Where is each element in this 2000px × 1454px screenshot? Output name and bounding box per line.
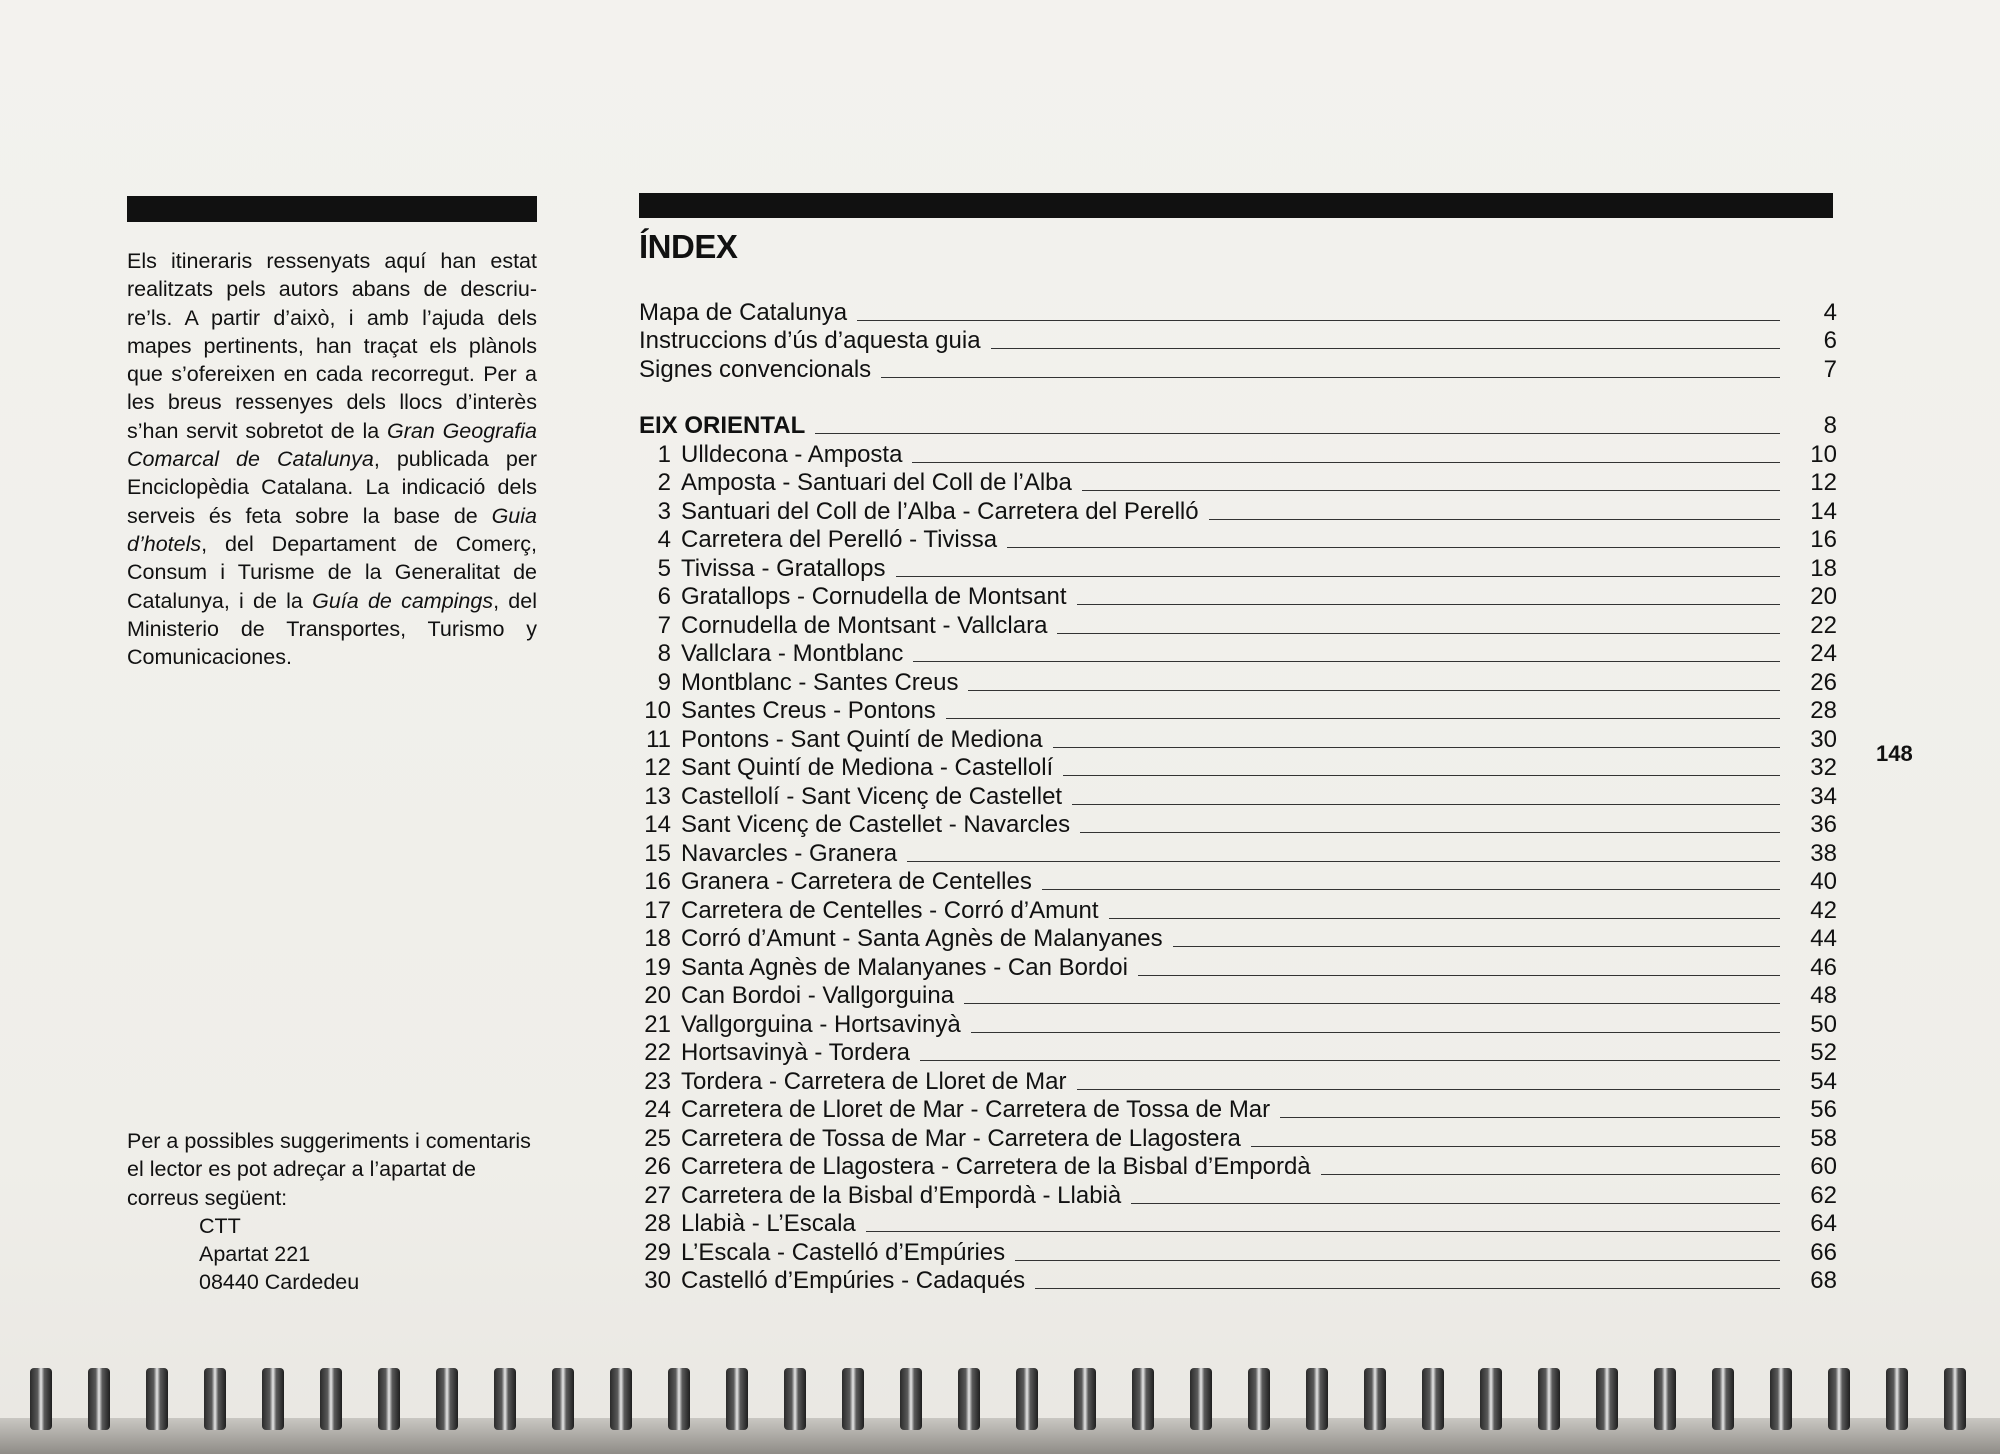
toc-entry-label: EIX ORIENTAL (639, 412, 806, 439)
toc-entry-label: Castelló d’Empúries - Cadaqués (681, 1267, 1026, 1294)
toc-entry-number: 22 (644, 1039, 671, 1066)
binding-ring (146, 1368, 168, 1430)
toc-entry-number: 12 (644, 754, 671, 781)
left-header-bar (127, 196, 537, 222)
toc-entry-number: 7 (657, 611, 671, 639)
toc-entry (639, 1124, 1837, 1153)
binding-ring (88, 1368, 110, 1430)
paragraph-text: Els itineraris ressenyats aquí han estat realitzats pels autors abans de descriure’ls. A partir d’això, i amb l’ajuda dels mapes pertinents, han traçat els plànols que s’ofereixen en cada recorregut. Per a les breus ressenyes dels llocs d’interès s’han servit sobretot de la (127, 249, 537, 443)
toc-entry (639, 526, 1837, 555)
index-title: ÍNDEX (639, 228, 738, 265)
italic-title: Gran Geografia Comarcal de Catalunya (127, 418, 537, 472)
toc-entry-page: 62 (1810, 1181, 1837, 1209)
toc-entry-label: Montblanc - Santes Creus (681, 668, 959, 696)
binding-ring (1132, 1368, 1154, 1430)
binding-ring (1712, 1368, 1734, 1430)
binding-ring (1538, 1368, 1560, 1430)
toc-entry-label: Amposta - Santuari del Coll de l’Alba (681, 469, 1072, 496)
toc-entry-number: 15 (644, 839, 671, 867)
binding-ring (1306, 1368, 1328, 1430)
toc-entry-page: 52 (1810, 1039, 1837, 1066)
toc-entry (639, 982, 1837, 1011)
toc-entry-page: 22 (1810, 611, 1837, 639)
binding-ring (1944, 1368, 1966, 1430)
toc-entry-label: Carretera del Perelló - Tivissa (681, 526, 998, 553)
binding-ring (378, 1368, 400, 1430)
toc-entry-page: 50 (1810, 1010, 1837, 1038)
toc-entry-number: 11 (646, 725, 671, 753)
toc-entry (639, 896, 1837, 925)
toc-entry-number: 26 (644, 1153, 671, 1180)
toc-entry-page: 46 (1810, 953, 1837, 981)
binding-ring (204, 1368, 226, 1430)
toc-entry-number: 25 (644, 1124, 671, 1152)
binding-ring (320, 1368, 342, 1430)
toc-entry-number: 4 (657, 526, 671, 553)
toc-entry-label: Sant Quintí de Mediona - Castellolí (681, 754, 1054, 781)
toc-entry-label: Signes convencionals (639, 355, 872, 383)
toc-entry (639, 298, 1837, 327)
toc-entry (639, 725, 1837, 754)
toc-leader-line (968, 689, 1780, 691)
toc-entry (639, 1010, 1837, 1039)
toc-leader-line (1109, 917, 1780, 919)
toc-leader-line (866, 1230, 1780, 1232)
toc-entry-page: 10 (1810, 440, 1837, 468)
toc-entry (639, 1039, 1837, 1068)
toc-entry-number: 5 (657, 554, 671, 582)
toc-entry-number: 3 (657, 497, 671, 525)
italic-title: Guia d’hotels (127, 503, 537, 556)
toc-entry-label: Pontons - Sant Quintí de Mediona (681, 725, 1043, 753)
toc-entry-page: 48 (1810, 982, 1837, 1009)
toc-entry (639, 440, 1837, 469)
toc-leader-line (1138, 974, 1780, 976)
toc-entry-page: 28 (1810, 697, 1837, 724)
toc-leader-line (1053, 746, 1780, 748)
toc-entry-page: 24 (1810, 640, 1837, 667)
suggestions-block (127, 1127, 547, 1297)
italic-title: Guía de campings (312, 588, 494, 613)
toc-entry-page: 30 (1810, 725, 1837, 753)
toc-leader-line (1173, 945, 1780, 947)
toc-entry (639, 583, 1837, 612)
toc-entry (639, 355, 1837, 384)
toc-leader-line (1080, 831, 1780, 833)
address-line: Apartat 221 (199, 1242, 311, 1267)
toc-entry-label: Carretera de la Bisbal d’Empordà - Llabià (681, 1181, 1122, 1209)
toc-leader-line (964, 1002, 1780, 1004)
toc-entry-label: Tordera - Carretera de Lloret de Mar (681, 1067, 1067, 1095)
toc-entry (639, 868, 1837, 897)
toc-leader-line (1015, 1259, 1780, 1261)
toc-entry-label: Carretera de Centelles - Corró d’Amunt (681, 896, 1099, 924)
toc-entry-label: Cornudella de Montsant - Vallclara (681, 611, 1048, 639)
toc-entry-number: 1 (657, 440, 671, 468)
toc-leader-line (1007, 546, 1780, 548)
toc-entry-label: Llabià - L’Escala (681, 1210, 856, 1237)
toc-leader-line (946, 717, 1780, 719)
page-number: 148 (1876, 741, 1913, 766)
binding-ring (784, 1368, 806, 1430)
binding-ring (1016, 1368, 1038, 1430)
toc-entry-page: 42 (1810, 896, 1837, 924)
toc-leader-line (971, 1031, 1780, 1033)
toc-entry-number: 2 (657, 469, 671, 496)
toc-entry-label: Santa Agnès de Malanyanes - Can Bordoi (681, 953, 1128, 981)
toc-entry (639, 497, 1837, 526)
toc-leader-line (1063, 774, 1780, 776)
toc-entry-page: 56 (1810, 1096, 1837, 1123)
toc-entry-label: L’Escala - Castelló d’Empúries (681, 1238, 1006, 1266)
toc-leader-line (896, 575, 1781, 577)
binding-ring (1480, 1368, 1502, 1430)
toc-entry-number: 21 (644, 1010, 671, 1038)
toc-entry-page: 4 (1823, 298, 1837, 326)
toc-leader-line (857, 319, 1780, 321)
toc-entry (639, 1181, 1837, 1210)
toc-entry-label: Gratallops - Cornudella de Montsant (681, 583, 1067, 610)
toc-entry-label: Corró d’Amunt - Santa Agnès de Malanyanes (681, 925, 1163, 952)
toc-entry-number: 8 (657, 640, 671, 667)
binding-ring (842, 1368, 864, 1430)
toc-entry-page: 6 (1823, 327, 1837, 354)
suggestions-text: Per a possibles suggeriments i comentaris el lector es pot adreçar a l’apartat de correus següent: (127, 1129, 531, 1210)
toc-leader-line (920, 1059, 1780, 1061)
binding-ring (610, 1368, 632, 1430)
binding-ring (1828, 1368, 1850, 1430)
toc-entry (639, 1267, 1837, 1296)
toc-entry-label: Tivissa - Gratallops (681, 554, 886, 582)
toc-entry (639, 754, 1837, 783)
binding-ring (1248, 1368, 1270, 1430)
toc-entry (639, 811, 1837, 840)
toc-entry (639, 697, 1837, 726)
toc-entry (639, 1238, 1837, 1267)
binding-ring (262, 1368, 284, 1430)
toc-entry-label: Instruccions d’ús d’aquesta guia (639, 327, 981, 354)
toc-entry-page: 14 (1810, 497, 1837, 525)
toc-leader-line (1280, 1116, 1780, 1118)
toc-entry-number: 10 (644, 697, 671, 724)
binding-ring (900, 1368, 922, 1430)
paragraph-text: , del Departament de Comerç, Consum i Turisme de la Generalitat de Catalunya, i de la (127, 531, 537, 613)
binding-ring (1190, 1368, 1212, 1430)
toc-leader-line (912, 461, 1780, 463)
binding-ring (494, 1368, 516, 1430)
toc-leader-line (1251, 1145, 1780, 1147)
toc-leader-line (1077, 1088, 1781, 1090)
binding-strip (0, 1418, 2000, 1454)
toc-entry-page: 34 (1810, 782, 1837, 810)
toc-entry (639, 611, 1837, 640)
toc-entry-number: 13 (644, 782, 671, 810)
index-header-bar (639, 193, 1833, 218)
paragraph-text: , publicada per Enciclopèdia Catalana. La indicació dels serveis és feta sobre la base de (127, 447, 537, 528)
toc-entry-page: 7 (1823, 355, 1837, 383)
intro-paragraph (127, 247, 537, 671)
binding-ring (1886, 1368, 1908, 1430)
toc-entry-number: 18 (644, 925, 671, 952)
toc-entry-label: Castellolí - Sant Vicenç de Castellet (681, 782, 1063, 810)
toc-entry (639, 953, 1837, 982)
toc-entry-label: Carretera de Tossa de Mar - Carretera de Llagostera (681, 1124, 1241, 1152)
toc-leader-line (1082, 489, 1780, 491)
binding-ring (1770, 1368, 1792, 1430)
binding-ring (552, 1368, 574, 1430)
toc-entry-page: 18 (1810, 554, 1837, 582)
toc-entry-page: 68 (1810, 1267, 1837, 1294)
table-of-contents (639, 298, 1837, 1295)
toc-entry-number: 20 (644, 982, 671, 1009)
toc-entry-number: 9 (657, 668, 671, 696)
toc-entry-page: 66 (1810, 1238, 1837, 1266)
toc-entry (639, 554, 1837, 583)
toc-entry-number: 24 (644, 1096, 671, 1123)
toc-entry (639, 839, 1837, 868)
toc-entry-page: 54 (1810, 1067, 1837, 1095)
toc-leader-line (1057, 632, 1780, 634)
toc-entry-label: Vallclara - Montblanc (681, 640, 904, 667)
toc-leader-line (1035, 1287, 1780, 1289)
toc-entry-label: Carretera de Lloret de Mar - Carretera de Tossa de Mar (681, 1096, 1271, 1123)
toc-entry (639, 668, 1837, 697)
toc-leader-line (1321, 1173, 1780, 1175)
toc-entry (639, 327, 1837, 356)
toc-entry-page: 20 (1810, 583, 1837, 610)
toc-section-heading (639, 412, 1837, 441)
toc-entry-label: Sant Vicenç de Castellet - Navarcles (681, 811, 1071, 838)
toc-entry (639, 925, 1837, 954)
address-line: 08440 Cardedeu (199, 1270, 360, 1295)
toc-entry-page: 32 (1810, 754, 1837, 781)
toc-entry-page: 16 (1810, 526, 1837, 553)
toc-entry-label: Ulldecona - Amposta (681, 440, 903, 468)
toc-entry-page: 60 (1810, 1153, 1837, 1180)
binding-ring (726, 1368, 748, 1430)
toc-entry-page: 26 (1810, 668, 1837, 696)
toc-leader-line (881, 376, 1780, 378)
toc-entry-number: 16 (644, 868, 671, 895)
toc-entry (639, 1096, 1837, 1125)
binding-ring (1654, 1368, 1676, 1430)
toc-entry-label: Carretera de Llagostera - Carretera de la Bisbal d’Empordà (681, 1153, 1311, 1180)
binding-ring (1596, 1368, 1618, 1430)
toc-entry-label: Mapa de Catalunya (639, 298, 848, 326)
address-line: CTT (199, 1213, 241, 1238)
toc-entry-number: 30 (644, 1267, 671, 1294)
toc-leader-line (1131, 1202, 1780, 1204)
toc-entry (639, 1210, 1837, 1239)
binding-ring (1074, 1368, 1096, 1430)
toc-entry (639, 1067, 1837, 1096)
binding-ring (1364, 1368, 1386, 1430)
toc-leader-line (1077, 603, 1780, 605)
toc-entry-label: Santes Creus - Pontons (681, 697, 936, 724)
toc-leader-line (1209, 518, 1780, 520)
toc-entry-label: Granera - Carretera de Centelles (681, 868, 1032, 895)
toc-leader-line (1072, 803, 1780, 805)
binding-ring (1422, 1368, 1444, 1430)
toc-entry-number: 23 (644, 1067, 671, 1095)
toc-entry (639, 469, 1837, 498)
toc-leader-line (1042, 888, 1780, 890)
toc-entry-page: 36 (1810, 811, 1837, 838)
toc-entry-number: 6 (657, 583, 671, 610)
toc-entry-page: 44 (1810, 925, 1837, 952)
binding-ring (668, 1368, 690, 1430)
paragraph-text: , del Ministerio de Transportes, Turismo y Comunicaciones. (127, 588, 537, 670)
toc-entry-number: 27 (644, 1181, 671, 1209)
toc-entry-page: 12 (1810, 469, 1837, 496)
toc-leader-line (907, 860, 1780, 862)
spiral-binding (0, 1368, 2000, 1454)
toc-entry-number: 29 (644, 1238, 671, 1266)
binding-ring (958, 1368, 980, 1430)
toc-entry-page: 38 (1810, 839, 1837, 867)
toc-entry-page: 58 (1810, 1124, 1837, 1152)
toc-entry-number: 17 (644, 896, 671, 924)
toc-entry-label: Santuari del Coll de l’Alba - Carretera del Perelló (681, 497, 1199, 525)
toc-entry-label: Navarcles - Granera (681, 839, 898, 867)
toc-entry-label: Can Bordoi - Vallgorguina (681, 982, 955, 1009)
toc-entry-page: 40 (1810, 868, 1837, 895)
toc-entry (639, 782, 1837, 811)
toc-leader-line (815, 432, 1780, 434)
toc-leader-line (991, 347, 1780, 349)
toc-entry (639, 1153, 1837, 1182)
toc-entry (639, 640, 1837, 669)
binding-ring (30, 1368, 52, 1430)
toc-entry-label: Hortsavinyà - Tordera (681, 1039, 910, 1066)
toc-entry-label: Vallgorguina - Hortsavinyà (681, 1010, 961, 1038)
toc-entry-number: 19 (644, 953, 671, 981)
binding-ring (436, 1368, 458, 1430)
toc-entry-page: 64 (1810, 1210, 1837, 1237)
toc-entry-number: 28 (644, 1210, 671, 1237)
toc-leader-line (913, 660, 1780, 662)
toc-entry-page: 8 (1823, 412, 1837, 439)
toc-entry-number: 14 (644, 811, 671, 838)
